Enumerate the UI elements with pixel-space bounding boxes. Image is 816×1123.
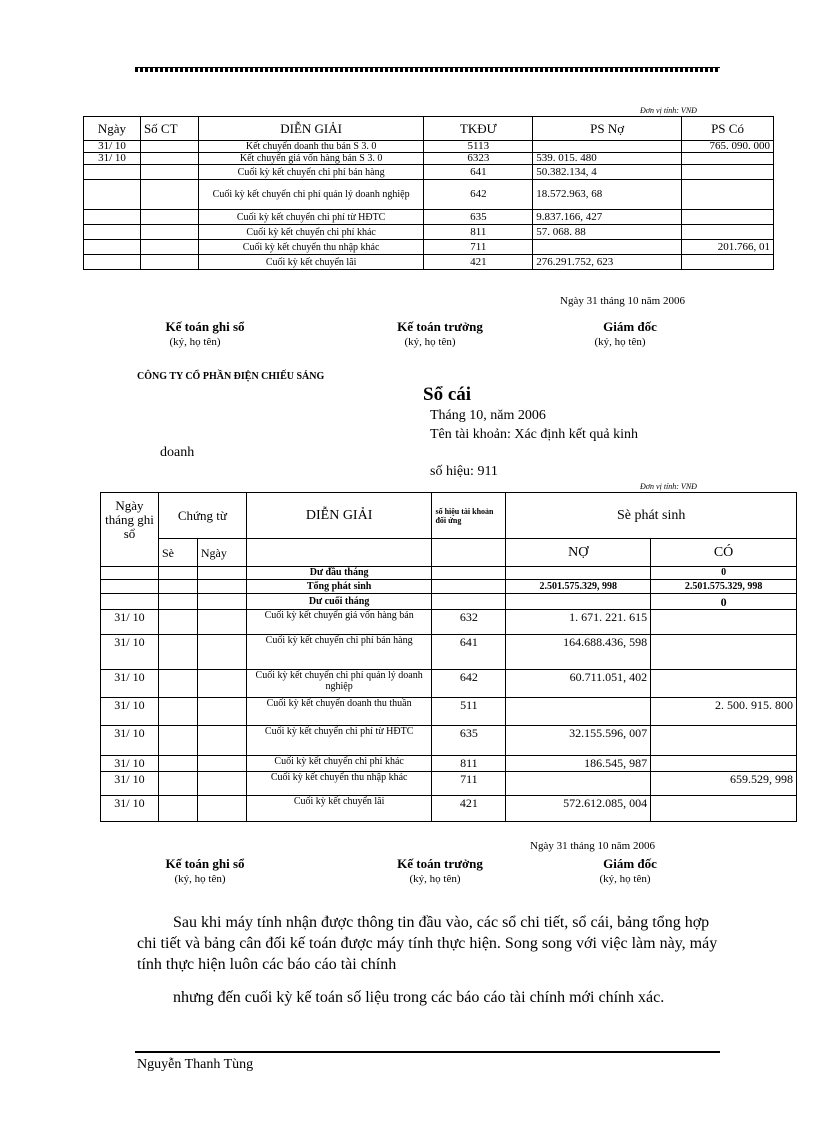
table-cell: 539. 015. 480 xyxy=(533,153,682,165)
opening-balance-row xyxy=(101,567,797,580)
table-cell: 5113 xyxy=(424,141,533,153)
table-cell: Cuối kỳ kết chuyển lãi xyxy=(246,796,432,822)
table-cell: 31/ 10 xyxy=(101,610,159,635)
table-cell xyxy=(140,255,198,270)
ledger-table xyxy=(100,492,797,822)
total-credit: 2.501.575.329, 998 xyxy=(651,580,797,594)
table-cell xyxy=(651,726,797,756)
col-header-credit: CÓ xyxy=(651,539,797,567)
table-row xyxy=(101,796,797,822)
table-cell: 31/ 10 xyxy=(101,635,159,670)
col-header-voucher: Chứng từ xyxy=(158,493,246,539)
table-cell xyxy=(158,698,197,726)
table-row xyxy=(101,635,797,670)
table-cell xyxy=(197,756,246,772)
table-cell xyxy=(140,165,198,180)
col-header-debit: NỢ xyxy=(506,539,651,567)
col-header-date: Ngày tháng ghi sổ xyxy=(101,493,159,567)
table-row xyxy=(84,180,774,210)
table-row xyxy=(101,610,797,635)
table-cell xyxy=(651,635,797,670)
table-cell xyxy=(682,210,774,225)
table-cell: 711 xyxy=(424,240,533,255)
table-cell: 642 xyxy=(424,180,533,210)
table-row xyxy=(84,141,774,153)
month-line: Tháng 10, năm 2006 xyxy=(430,408,546,423)
table-cell xyxy=(651,796,797,822)
table-cell xyxy=(506,698,651,726)
table-cell: 2. 500. 915. 800 xyxy=(651,698,797,726)
table-cell: 635 xyxy=(432,726,506,756)
table-cell xyxy=(84,255,141,270)
table-cell xyxy=(533,141,682,153)
table-cell: 711 xyxy=(432,772,506,796)
table-row xyxy=(84,165,774,180)
sign1-chief: Kế toán trưởng xyxy=(397,319,483,334)
closing-balance-row xyxy=(101,594,797,610)
table-cell: 642 xyxy=(432,670,506,698)
unit-label: Đơn vị tính: VNĐ xyxy=(640,106,697,115)
col-header-arising: Sè phát sinh xyxy=(506,493,797,539)
table-cell xyxy=(651,670,797,698)
table-cell xyxy=(197,610,246,635)
table-cell xyxy=(533,240,682,255)
col-header-credit: PS Có xyxy=(682,117,774,141)
table-cell: Cuối kỳ kết chuyển chi phí bán hàng xyxy=(198,165,424,180)
col-header-acct: TKĐƯ xyxy=(424,117,533,141)
table-cell: Cuối kỳ kết chuyển chi phí từ HĐTC xyxy=(246,726,432,756)
table-cell xyxy=(197,726,246,756)
table-cell xyxy=(158,772,197,796)
sign1-director: Giám đốc xyxy=(603,319,657,334)
table-cell xyxy=(682,165,774,180)
date-line-2: Ngày 31 tháng 10 năm 2006 xyxy=(530,840,655,852)
table-cell xyxy=(682,153,774,165)
table-row xyxy=(84,255,774,270)
table-cell: 186.545, 987 xyxy=(506,756,651,772)
table-cell: Cuối kỳ kết chuyển chi phí bán hàng xyxy=(246,635,432,670)
table-cell xyxy=(651,610,797,635)
author-name: Nguyễn Thanh Tùng xyxy=(137,1057,254,1072)
sign2-accountant: Kế toán ghi sổ xyxy=(165,856,245,871)
table-cell: 31/ 10 xyxy=(101,772,159,796)
table-cell: 31/ 10 xyxy=(101,726,159,756)
table-cell: Cuối kỳ kết chuyển chi phí quản lý doanh nghiệp xyxy=(246,670,432,698)
table-cell: 9.837.166, 427 xyxy=(533,210,682,225)
table-cell: Cuối kỳ kết chuyển thu nhập khác xyxy=(198,240,424,255)
sign2-director-sub: (ký, họ tên) xyxy=(599,873,651,885)
ledger-title: Sổ cái xyxy=(423,384,472,405)
table-cell: 31/ 10 xyxy=(101,670,159,698)
table-cell xyxy=(84,225,141,240)
table-cell: 421 xyxy=(432,796,506,822)
table-cell xyxy=(682,255,774,270)
col-header-voucher: Số CT xyxy=(140,117,198,141)
date-line-1: Ngày 31 tháng 10 năm 2006 xyxy=(560,295,685,307)
table-cell: Cuối kỳ kết chuyển chi phí từ HĐTC xyxy=(198,210,424,225)
table-cell: 811 xyxy=(424,225,533,240)
table-row xyxy=(101,726,797,756)
table-cell xyxy=(197,796,246,822)
table-cell xyxy=(197,635,246,670)
table-cell: 60.711.051, 402 xyxy=(506,670,651,698)
col-header-desc: DIỄN GIẢI xyxy=(246,493,432,539)
table-cell: Cuối kỳ kết chuyển thu nhập khác xyxy=(246,772,432,796)
company-name: CÔNG TY CỔ PHẦN ĐIỆN CHIẾU SÁNG xyxy=(137,371,325,382)
table-cell xyxy=(84,180,141,210)
sign1-director-sub: (ký, họ tên) xyxy=(594,336,646,348)
sign1-accountant-sub: (ký, họ tên) xyxy=(169,336,221,348)
closing-credit: 0 xyxy=(651,594,797,610)
table-row xyxy=(84,210,774,225)
paragraph-1: Sau khi máy tính nhận được thông tin đầu vào, các sổ chi tiết, sổ cái, bảng tổng hợp chi tiết và bảng cân đối kế toán được máy tính thực hiện. Song song với việc làm này, máy tính thực hiện luôn các báo cáo tài chính xyxy=(137,914,718,973)
table-row xyxy=(101,756,797,772)
total-debit: 2.501.575.329, 998 xyxy=(506,580,651,594)
table-cell: Kết chuyển doanh thu bán S 3. 0 xyxy=(198,141,424,153)
table-cell: 641 xyxy=(432,635,506,670)
table-cell xyxy=(682,180,774,210)
table-cell: Cuối kỳ kết chuyển chi phí khác xyxy=(246,756,432,772)
table-cell: 635 xyxy=(424,210,533,225)
col-header-empty xyxy=(246,539,432,567)
table-cell xyxy=(506,772,651,796)
table-cell: 31/ 10 xyxy=(101,756,159,772)
table-cell: Cuối kỳ kết chuyển chi phí quản lý doanh nghiệp xyxy=(198,180,424,210)
total-label: Tổng phát sinh xyxy=(246,580,432,594)
col-header-empty xyxy=(432,539,506,567)
sign1-accountant: Kế toán ghi sổ xyxy=(165,319,245,334)
col-header-desc: DIỄN GIẢI xyxy=(198,117,424,141)
table-cell: 659.529, 998 xyxy=(651,772,797,796)
table-cell: 572.612.085, 004 xyxy=(506,796,651,822)
account-name-line: Tên tài khoản: Xác định kết quả kinh xyxy=(430,427,638,442)
account-name-cont: doanh xyxy=(160,445,195,460)
table-cell xyxy=(84,240,141,255)
table-cell xyxy=(197,698,246,726)
table-cell: 276.291.752, 623 xyxy=(533,255,682,270)
table-cell: 765. 090. 000 xyxy=(682,141,774,153)
table-row xyxy=(101,698,797,726)
account-number: số hiệu: 911 xyxy=(430,464,498,479)
table-row xyxy=(101,772,797,796)
table-cell: 18.572.963, 68 xyxy=(533,180,682,210)
table-header-row xyxy=(84,117,774,141)
table-cell: 421 xyxy=(424,255,533,270)
table-cell xyxy=(140,180,198,210)
table-cell: 32.155.596, 007 xyxy=(506,726,651,756)
table-cell: Cuối kỳ kết chuyển doanh thu thuần xyxy=(246,698,432,726)
table-cell: Cuối kỳ kết chuyển chi phí khác xyxy=(198,225,424,240)
table-cell: 164.688.436, 598 xyxy=(506,635,651,670)
opening-credit: 0 xyxy=(651,567,797,580)
table-row xyxy=(101,670,797,698)
table-row xyxy=(84,240,774,255)
table-cell xyxy=(158,670,197,698)
table-cell: 31/ 10 xyxy=(84,153,141,165)
table-cell: 31/ 10 xyxy=(84,141,141,153)
table-cell xyxy=(158,796,197,822)
table-cell xyxy=(140,210,198,225)
table-cell: Cuối kỳ kết chuyển lãi xyxy=(198,255,424,270)
table-cell xyxy=(197,670,246,698)
sign2-director: Giám đốc xyxy=(603,856,657,871)
table-cell: 201.766, 01 xyxy=(682,240,774,255)
table-cell: 1. 671. 221. 615 xyxy=(506,610,651,635)
unit-label-2: Đơn vị tính: VNĐ xyxy=(640,482,697,491)
col-header-acct: số hiệu tài khoản đối ứng xyxy=(432,493,506,539)
sign2-chief-sub: (ký, họ tên) xyxy=(409,873,461,885)
table-cell xyxy=(682,225,774,240)
summary-table xyxy=(83,116,774,270)
table-cell: Cuối kỳ kết chuyển giá vốn hàng bán xyxy=(246,610,432,635)
table-cell xyxy=(140,225,198,240)
opening-label: Dư đầu tháng xyxy=(246,567,432,580)
col-header-debit: PS Nợ xyxy=(533,117,682,141)
closing-label: Dư cuối tháng xyxy=(246,594,432,610)
table-cell: 6323 xyxy=(424,153,533,165)
total-row xyxy=(101,580,797,594)
table-cell: 31/ 10 xyxy=(101,796,159,822)
table-cell: 632 xyxy=(432,610,506,635)
table-cell xyxy=(158,756,197,772)
header-rule xyxy=(135,67,720,72)
col-header-no: Sè xyxy=(158,539,197,567)
table-cell: 811 xyxy=(432,756,506,772)
table-row xyxy=(84,153,774,165)
table-cell xyxy=(651,756,797,772)
table-cell: 31/ 10 xyxy=(101,698,159,726)
table-cell: Kết chuyển giá vốn hàng bán S 3. 0 xyxy=(198,153,424,165)
sign2-accountant-sub: (ký, họ tên) xyxy=(174,873,226,885)
table-cell xyxy=(140,153,198,165)
table-cell xyxy=(84,165,141,180)
footer-rule xyxy=(135,1051,720,1053)
sign1-chief-sub: (ký, họ tên) xyxy=(404,336,456,348)
table-cell xyxy=(158,610,197,635)
sign2-chief: Kế toán trưởng xyxy=(397,856,483,871)
table-cell xyxy=(158,726,197,756)
col-header-date: Ngày xyxy=(84,117,141,141)
table-cell: 641 xyxy=(424,165,533,180)
table-row xyxy=(84,225,774,240)
table-cell: 57. 068. 88 xyxy=(533,225,682,240)
paragraph-2: nhưng đến cuối kỳ kế toán số liệu trong các báo cáo tài chính mới chính xác. xyxy=(173,989,665,1006)
table-cell xyxy=(140,141,198,153)
col-header-day: Ngày xyxy=(197,539,246,567)
table-cell xyxy=(84,210,141,225)
table-cell: 50.382.134, 4 xyxy=(533,165,682,180)
table-cell xyxy=(140,240,198,255)
table-cell: 511 xyxy=(432,698,506,726)
table-cell xyxy=(197,772,246,796)
table-cell xyxy=(158,635,197,670)
